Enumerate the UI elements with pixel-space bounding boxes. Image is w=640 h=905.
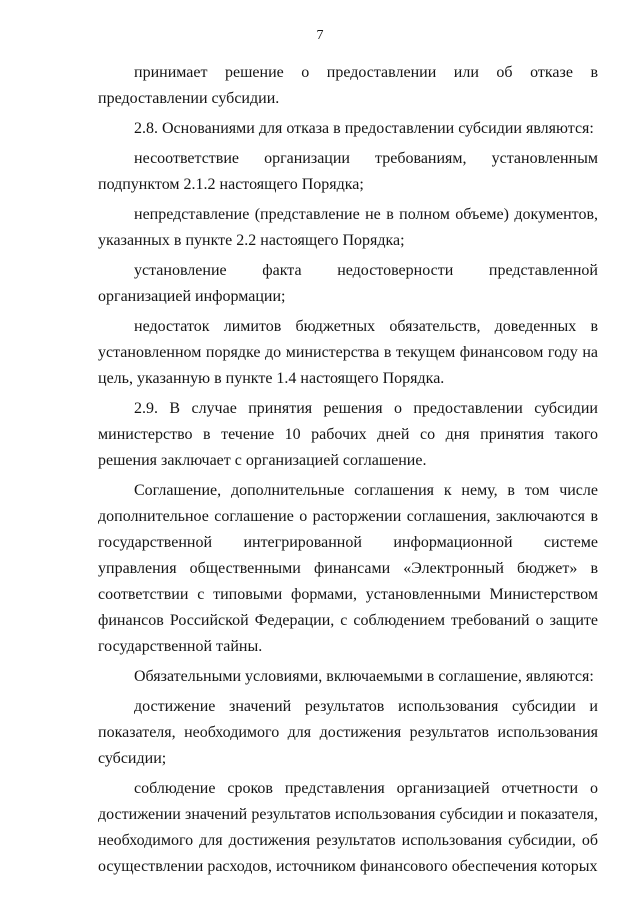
paragraph-10: достижение значений результатов использования субсидии и показателя, необходимого для достижения результатов использования субсидии; — [98, 698, 598, 767]
paragraph-2: 2.8. Основаниями для отказа в предоставлении субсидии являются: — [134, 120, 594, 137]
paragraph-7: 2.9. В случае принятия решения о предоставлении субсидии министерство в течение 10 рабочих дней со дня принятия такого решения заключает с организацией соглашение. — [98, 400, 598, 469]
paragraph-9: Обязательными условиями, включаемыми в соглашение, являются: — [134, 668, 594, 685]
paragraph-5: установление факта недостоверности представленной организацией информации; — [98, 262, 598, 305]
paragraph-4: непредставление (представление не в полном объеме) документов, указанных в пункте 2.2 настоящего Порядка; — [98, 206, 598, 249]
paragraph-3: несоответствие организации требованиям, установленным подпунктом 2.1.2 настоящего Порядка; — [98, 150, 598, 193]
paragraph-8: Соглашение, дополнительные соглашения к нему, в том числе дополнительное соглашение о расторжении соглашения, заключаются в государственной интегрированной информационной системе управления общественными финансами «Электронный бюджет» в соответствии с типовыми формами, установленными Министерством финансов Российской Федерации, с соблюдением требований о защите государственной тайны. — [98, 482, 598, 655]
document-body — [98, 60, 598, 880]
paragraph-11: соблюдение сроков представления организацией отчетности о достижении значений результатов использования субсидии и показателя, необходимого для достижения результатов использования субсидии, об осуществлении расходов, источником финансового обеспечения которых — [98, 780, 598, 875]
paragraph-1: принимает решение о предоставлении или об отказе в предоставлении субсидии. — [98, 64, 598, 107]
paragraph-6: недостаток лимитов бюджетных обязательств, доведенных в установленном порядке до министерства в текущем финансовом году на цель, указанную в пункте 1.4 настоящего Порядка. — [98, 318, 598, 387]
page-number: 7 — [316, 28, 324, 43]
